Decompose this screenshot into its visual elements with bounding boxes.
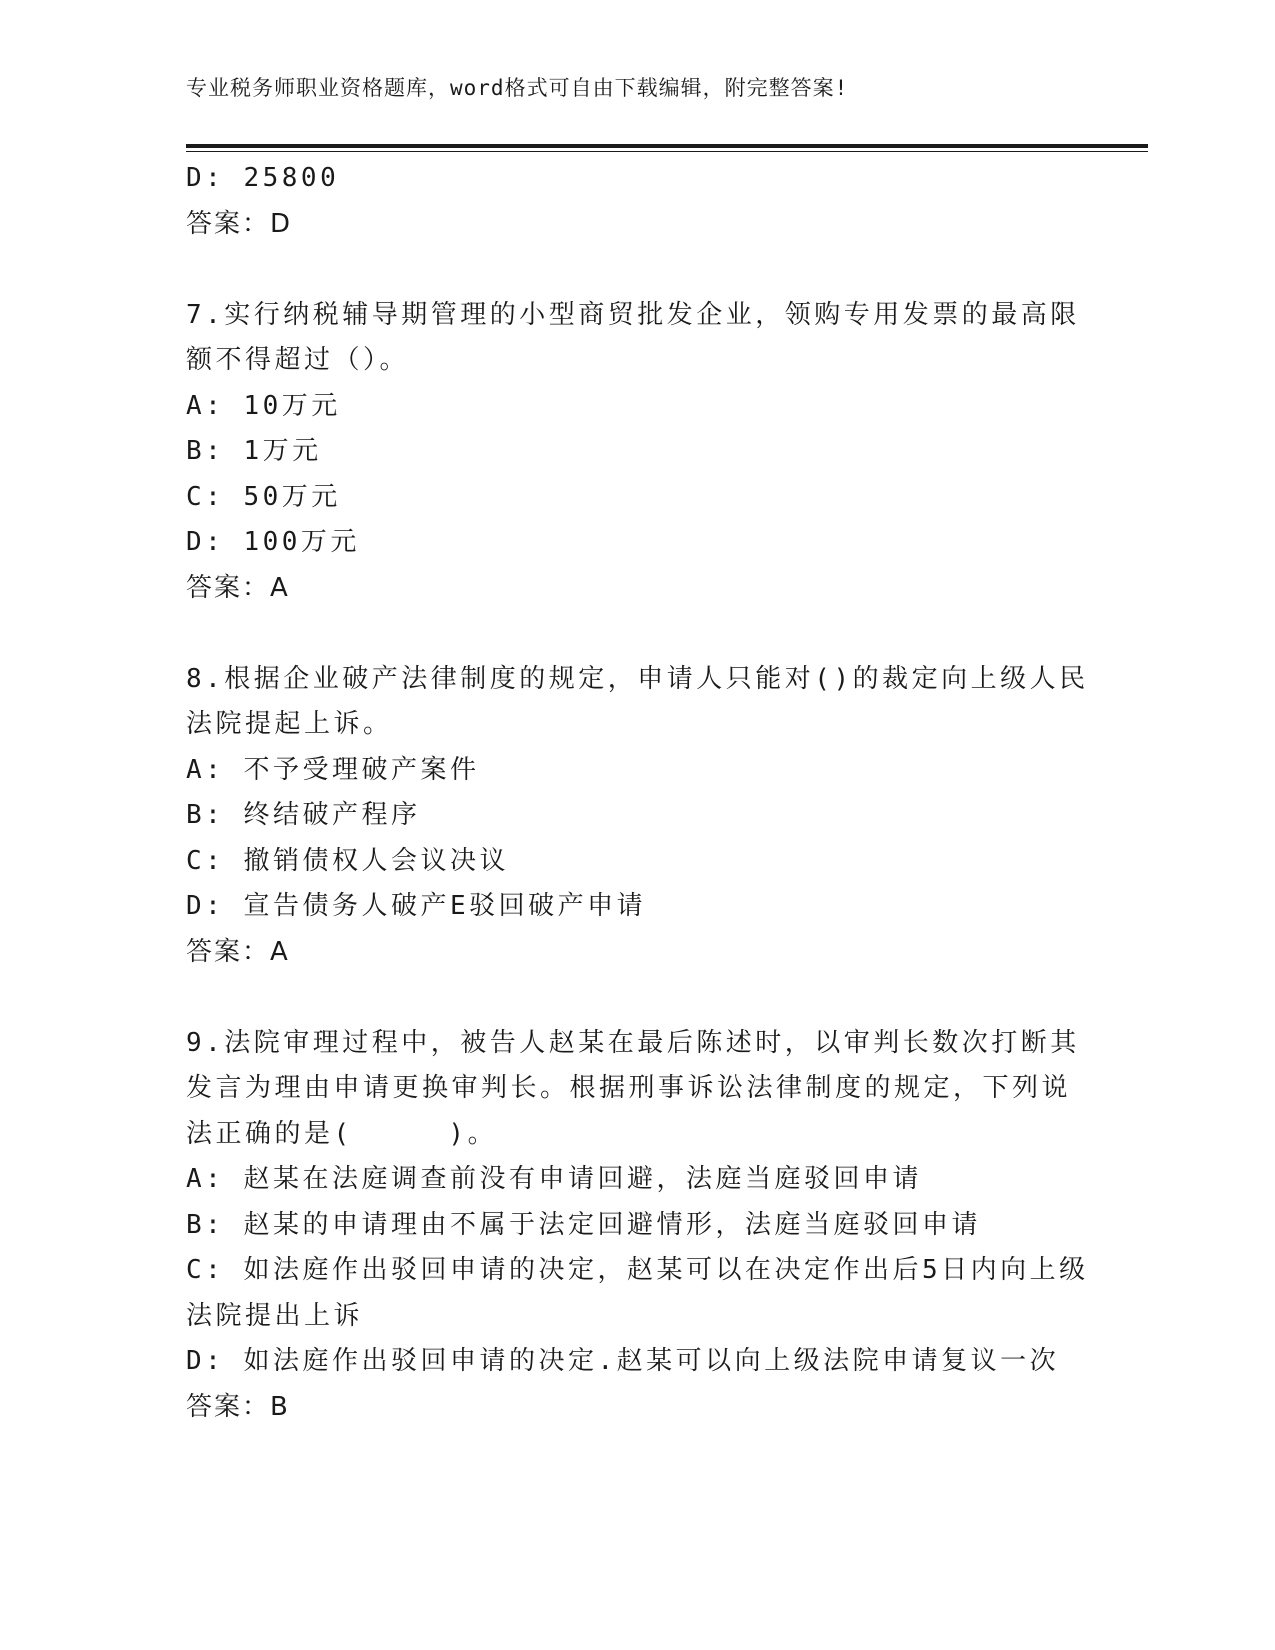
spacer bbox=[186, 611, 1086, 657]
question-stem-line: 发言为理由申请更换审判长。根据刑事诉讼法律制度的规定，下列说 bbox=[186, 1073, 1072, 1103]
prev-answer: 答案：D bbox=[186, 208, 293, 239]
question-stem-line: 法院提起上诉。 bbox=[186, 709, 393, 739]
answer: 答案：A bbox=[186, 572, 290, 603]
question-9 bbox=[186, 1021, 1089, 1431]
question-stem-line: 7.实行纳税辅导期管理的小型商贸批发企业，领购专用发票的最高限 bbox=[186, 299, 1080, 330]
option-a: A: 10万元 bbox=[186, 390, 341, 421]
question-stem-line: 法正确的是( )。 bbox=[186, 1118, 498, 1149]
question-stem-line: 9.法院审理过程中，被告人赵某在最后陈述时，以审判长数次打断其 bbox=[186, 1027, 1080, 1058]
question-7 bbox=[186, 293, 1086, 612]
document-body bbox=[186, 156, 1089, 1430]
option-c: C: 50万元 bbox=[186, 481, 341, 512]
header-rule-thin bbox=[186, 151, 1148, 152]
spacer bbox=[186, 247, 1086, 293]
option-c: C: 如法庭作出驳回申请的决定，赵某可以在决定作出后5日内向上级 bbox=[186, 1255, 1089, 1285]
spacer bbox=[186, 975, 1086, 1021]
page-header: 专业税务师职业资格题库，word格式可自由下载编辑，附完整答案! bbox=[186, 76, 849, 100]
header-rule-thick bbox=[186, 144, 1148, 148]
option-c: C: 撤销债权人会议决议 bbox=[186, 845, 509, 876]
option-c-continued: 法院提出上诉 bbox=[186, 1300, 364, 1331]
question-8 bbox=[186, 657, 1089, 976]
option-d: D: 宣告债务人破产E驳回破产申请 bbox=[186, 891, 647, 921]
option-b: B: 1万元 bbox=[186, 436, 322, 466]
answer: 答案：B bbox=[186, 1391, 290, 1422]
prev-option-d: D: 25800 bbox=[186, 163, 340, 193]
question-stem-line: 额不得超过（）。 bbox=[186, 345, 410, 375]
answer: 答案：A bbox=[186, 936, 290, 967]
question-stem-line: 8.根据企业破产法律制度的规定，申请人只能对()的裁定向上级人民 bbox=[186, 663, 1089, 694]
option-b: B: 终结破产程序 bbox=[186, 800, 421, 830]
option-d: D: 100万元 bbox=[186, 527, 360, 557]
option-a: A: 不予受理破产案件 bbox=[186, 754, 480, 785]
option-d: D: 如法庭作出驳回申请的决定.赵某可以向上级法院申请复议一次 bbox=[186, 1346, 1060, 1376]
option-b: B: 赵某的申请理由不属于法定回避情形，法庭当庭驳回申请 bbox=[186, 1209, 981, 1240]
option-a: A: 赵某在法庭调查前没有申请回避，法庭当庭驳回申请 bbox=[186, 1164, 922, 1194]
